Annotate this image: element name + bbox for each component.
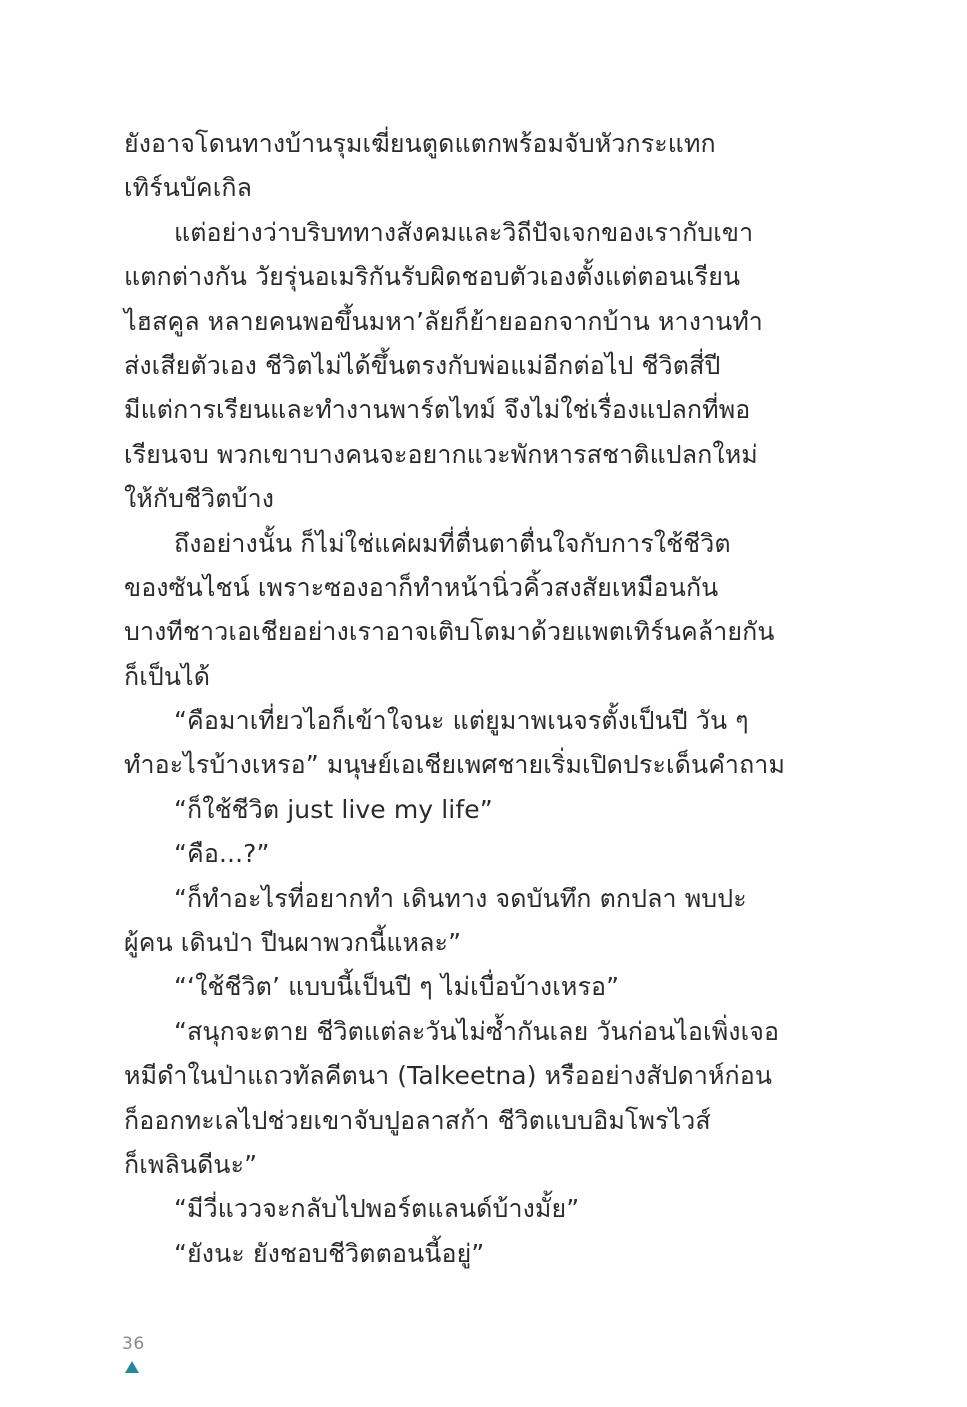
- text-line: ยังอาจโดนทางบ้านรุมเฆี่ยนตูดแตกพร้อมจับหัวกระแทก: [124, 129, 716, 158]
- text-line: “คือ...?”: [174, 839, 270, 869]
- triangle-up-icon: [125, 1361, 139, 1373]
- text-line: เรียนจบ พวกเขาบางคนจะอยากแวะพักหารสชาติแปลกใหม่: [124, 439, 758, 469]
- text-line: “ยังนะ ยังชอบชีวิตตอนนี้อยู่”: [174, 1238, 485, 1268]
- text-line: แตกต่างกัน วัยรุ่นอเมริกันรับผิดชอบตัวเองตั้งแต่ตอนเรียน: [124, 262, 741, 292]
- text-line: “ก็ใช้ชีวิต just live my life”: [174, 794, 493, 824]
- body-text: [124, 122, 786, 1276]
- text-line: ก็เพลินดีนะ”: [124, 1149, 258, 1179]
- text-line: ให้กับชีวิตบ้าง: [124, 484, 275, 514]
- text-line: แต่อย่างว่าบริบททางสังคมและวิถีปัจเจกของเรากับเขา: [174, 217, 754, 247]
- text-line: มีแต่การเรียนและทำงานพาร์ตไทม์ จึงไม่ใช่เรื่องแปลกที่พอ: [124, 395, 751, 425]
- text-line: ผู้คน เดินป่า ปีนผาพวกนี้แหละ”: [124, 928, 462, 958]
- text-line: ก็ออกทะเลไปช่วยเขาจับปูอลาสก้า ชีวิตแบบอิมโพรไวส์: [124, 1105, 711, 1135]
- text-line: ไฮสคูล หลายคนพอขึ้นมหา’ลัยก็ย้ายออกจากบ้าน หางานทำ: [124, 306, 763, 336]
- text-line: “มีวี่แววจะกลับไปพอร์ตแลนด์บ้างมั้ย”: [174, 1194, 580, 1224]
- text-line: “สนุกจะตาย ชีวิตแต่ละวันไม่ซ้ำกันเลย วันก่อนไอเพิ่งเจอ: [174, 1016, 780, 1046]
- text-line: ก็เป็นได้: [124, 661, 211, 691]
- text-line: หมีดำในป่าแถวทัลคีตนา (Talkeetna) หรืออย่างสัปดาห์ก่อน: [124, 1061, 773, 1091]
- text-line: เทิร์นบัคเกิล: [124, 173, 253, 203]
- text-line: ส่งเสียตัวเอง ชีวิตไม่ได้ขึ้นตรงกับพ่อแม่อีกต่อไป ชีวิตสี่ปี: [124, 350, 721, 380]
- text-line: ถึงอย่างนั้น ก็ไม่ใช่แค่ผมที่ตื่นตาตื่นใจกับการใช้ชีวิต: [174, 528, 731, 558]
- text-line: ทำอะไรบ้างเหรอ” มนุษย์เอเชียเพศชายเริ่มเปิดประเด็นคำถาม: [124, 750, 786, 780]
- text-line: ของซันไชน์ เพราะซองอาก็ทำหน้านิ่วคิ้วสงสัยเหมือนกัน: [124, 572, 719, 602]
- text-line: “‘ใช้ชีวิต’ แบบนี้เป็นปี ๆ ไม่เบื่อบ้างเหรอ”: [174, 972, 620, 1002]
- text-line: บางทีชาวเอเชียอย่างเราอาจเติบโตมาด้วยแพตเทิร์นคล้ายกัน: [124, 617, 775, 647]
- text-line: “ก็ทำอะไรที่อยากทำ เดินทาง จดบันทึก ตกปลา พบปะ: [174, 883, 747, 913]
- text-line: “คือมาเที่ยวไอก็เข้าใจนะ แต่ยูมาพเนจรตั้งเป็นปี วัน ๆ: [174, 706, 749, 736]
- page-number: 36: [122, 1334, 145, 1354]
